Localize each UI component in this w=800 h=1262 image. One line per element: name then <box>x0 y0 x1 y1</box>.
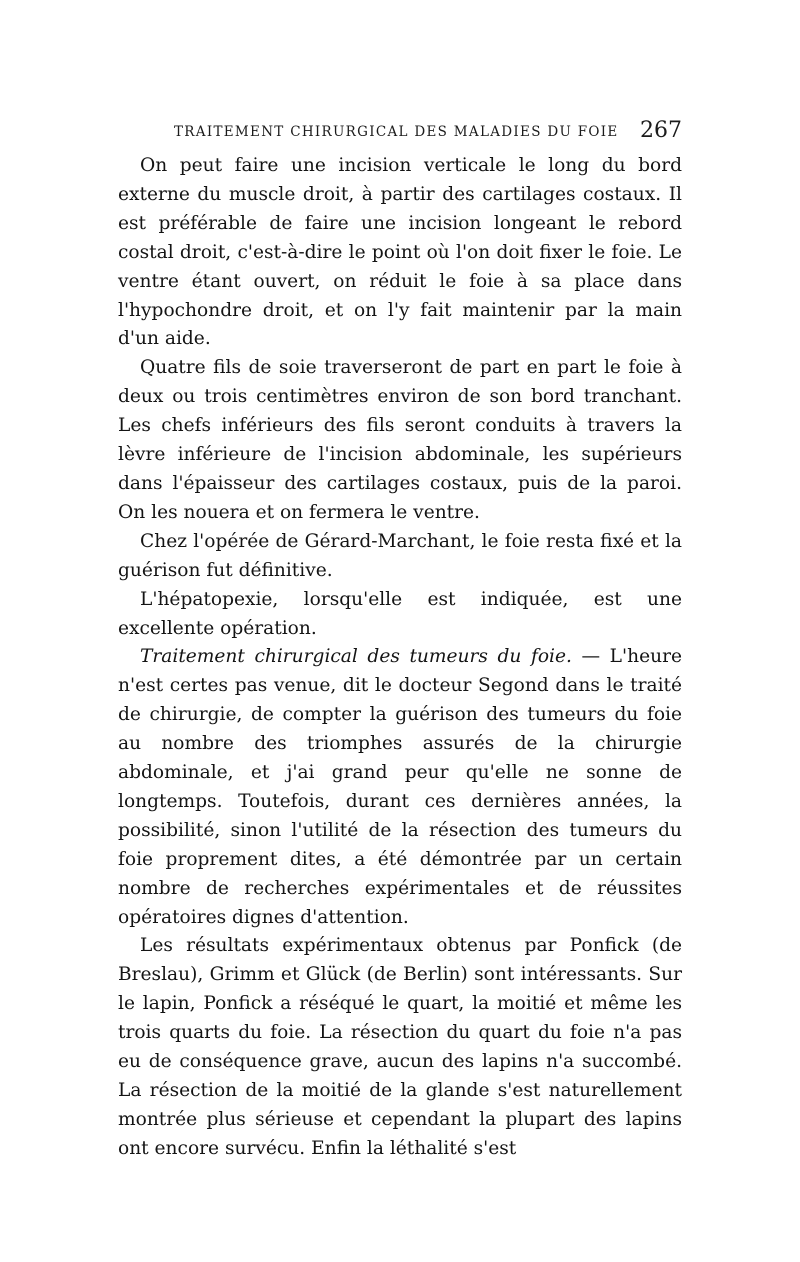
paragraph-text: Chez l'opérée de Gérard-Marchant, le foie resta fixé et la guérison fut définitive. <box>118 530 682 581</box>
body-text <box>118 152 682 1164</box>
paragraph-text: Les résultats expérimentaux obtenus par Ponfick (de Breslau), Grimm et Glück (de Berlin) sont intéressants. Sur le lapin, Ponfick a réséqué le quart, la moitié et même les trois quarts du foie. La résection du quart du foie n'a pas eu de conséquence grave, aucun des lapins n'a succombé. La résection de la moitié de la glande s'est naturellement montrée plus sérieuse et cependant la plupart des lapins ont encore survécu. Enfin la léthalité s'est <box>118 935 682 1159</box>
paragraph <box>118 932 682 1163</box>
paragraph-text: — L'heure n'est certes pas venue, dit le docteur Segond dans le traité de chirurgie, de compter la guérison des tumeurs du foie au nombre des triomphes assurés de la chirurgie abdominale, et j'ai grand peur qu'elle ne sonne de longtemps. Toutefois, durant ces dernières années, la possibilité, sinon l'utilité de la résection des tumeurs du foie proprement dites, a été démontrée par un certain nombre de recherches expérimentales et de réussites opératoires dignes d'attention. <box>118 646 682 928</box>
running-header <box>118 118 682 152</box>
paragraph-text: Quatre fils de soie traverseront de part en part le foie à deux ou trois centimètres environ de son bord tranchant. Les chefs inférieurs des fils seront conduits à travers la lèvre inférieure de l'incision abdominale, les supérieurs dans l'épaisseur des cartilages costaux, puis de la paroi. On les nouera et on fermera le ventre. <box>118 357 682 523</box>
book-page <box>118 118 682 1164</box>
paragraph-text: L'hépatopexie, lorsqu'elle est indiquée, est une excellente opération. <box>118 588 682 639</box>
section-heading-italic: Traitement chirurgical des tumeurs du foie. <box>140 646 572 668</box>
paragraph-text: On peut faire une incision verticale le long du bord externe du muscle droit, à partir des cartilages costaux. Il est préférable de faire une incision longeant le rebord costal droit, c'est-à-dire le point où l'on doit fixer le foie. Le ventre étant ouvert, on réduit le foie à sa place dans l'hypochondre droit, et on l'y fait maintenir par la main d'un aide. <box>118 155 682 350</box>
paragraph <box>118 586 682 644</box>
running-title: TRAITEMENT CHIRURGICAL DES MALADIES DU FOIE <box>174 124 619 140</box>
paragraph <box>118 643 682 932</box>
paragraph <box>118 354 682 527</box>
page-number: 267 <box>640 118 682 143</box>
paragraph <box>118 152 682 354</box>
paragraph <box>118 528 682 586</box>
